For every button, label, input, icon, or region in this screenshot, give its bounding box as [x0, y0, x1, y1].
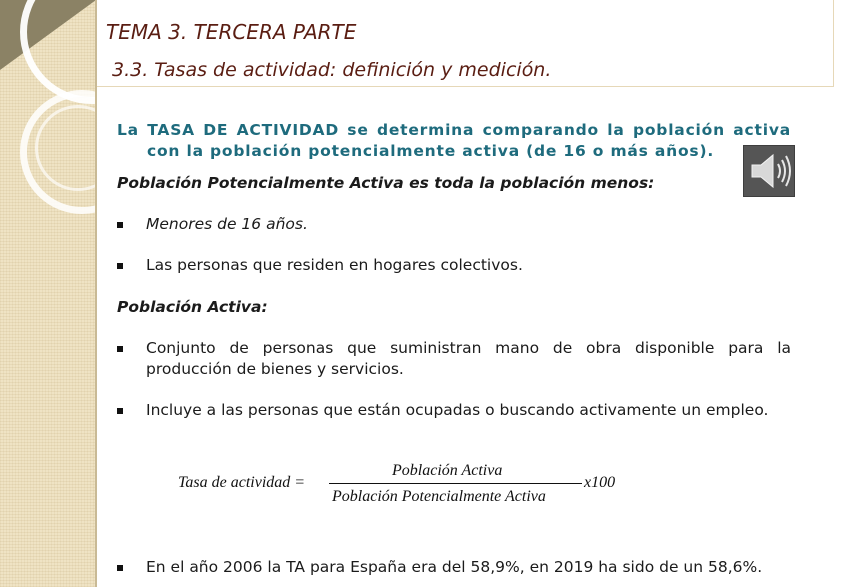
- bullet-icon: [117, 565, 123, 571]
- list-item-text: Conjunto de personas que suministran mano de obra disponible para la producción de bienes y servicios.: [146, 339, 791, 378]
- formula-lhs: Tasa de actividad =: [178, 474, 306, 491]
- bullet-icon: [117, 408, 123, 414]
- active-list: [117, 338, 791, 421]
- bullet-icon: [117, 263, 123, 269]
- speaker-graphic: [744, 146, 794, 196]
- sidebar-divider: [95, 0, 97, 587]
- speaker-icon[interactable]: [743, 145, 795, 197]
- formula-numerator: Población Activa: [392, 462, 503, 479]
- list-item-text: Incluye a las personas que están ocupadas o buscando activamente un empleo.: [146, 401, 769, 419]
- list-item: [117, 557, 791, 578]
- list-item: [117, 214, 791, 235]
- bullet-icon: [117, 222, 123, 228]
- list-item: [117, 400, 791, 421]
- fraction-bar: [329, 483, 582, 484]
- decorative-ring: [20, 0, 96, 104]
- decorative-sidebar: [0, 0, 96, 587]
- potential-list: [117, 214, 791, 276]
- slide-content: [117, 120, 791, 421]
- list-item-text: Menores de 16 años.: [146, 215, 308, 233]
- list-item-text: En el año 2006 la TA para España era del 58,9%, en 2019 ha sido de un 58,6%.: [146, 558, 763, 576]
- intro-paragraph: La TASA DE ACTIVIDAD se determina comparando la población activa con la población potencialmente activa (de 16 o más años).: [117, 121, 791, 160]
- formula-denominator: Población Potencialmente Activa: [332, 488, 546, 505]
- slide-heading: TEMA 3. TERCERA PARTE: [106, 20, 357, 44]
- list-item: [117, 255, 791, 276]
- list-item-text: Las personas que residen en hogares colectivos.: [146, 256, 523, 274]
- active-section-title: Población Activa:: [117, 298, 268, 316]
- slide-subheading: 3.3. Tasas de actividad: definición y medición.: [112, 59, 552, 81]
- formula-multiplier: x100: [584, 474, 616, 491]
- potential-section-title: Población Potencialmente Activa es toda la población menos:: [117, 174, 655, 192]
- bullet-icon: [117, 346, 123, 352]
- list-item: [117, 338, 791, 380]
